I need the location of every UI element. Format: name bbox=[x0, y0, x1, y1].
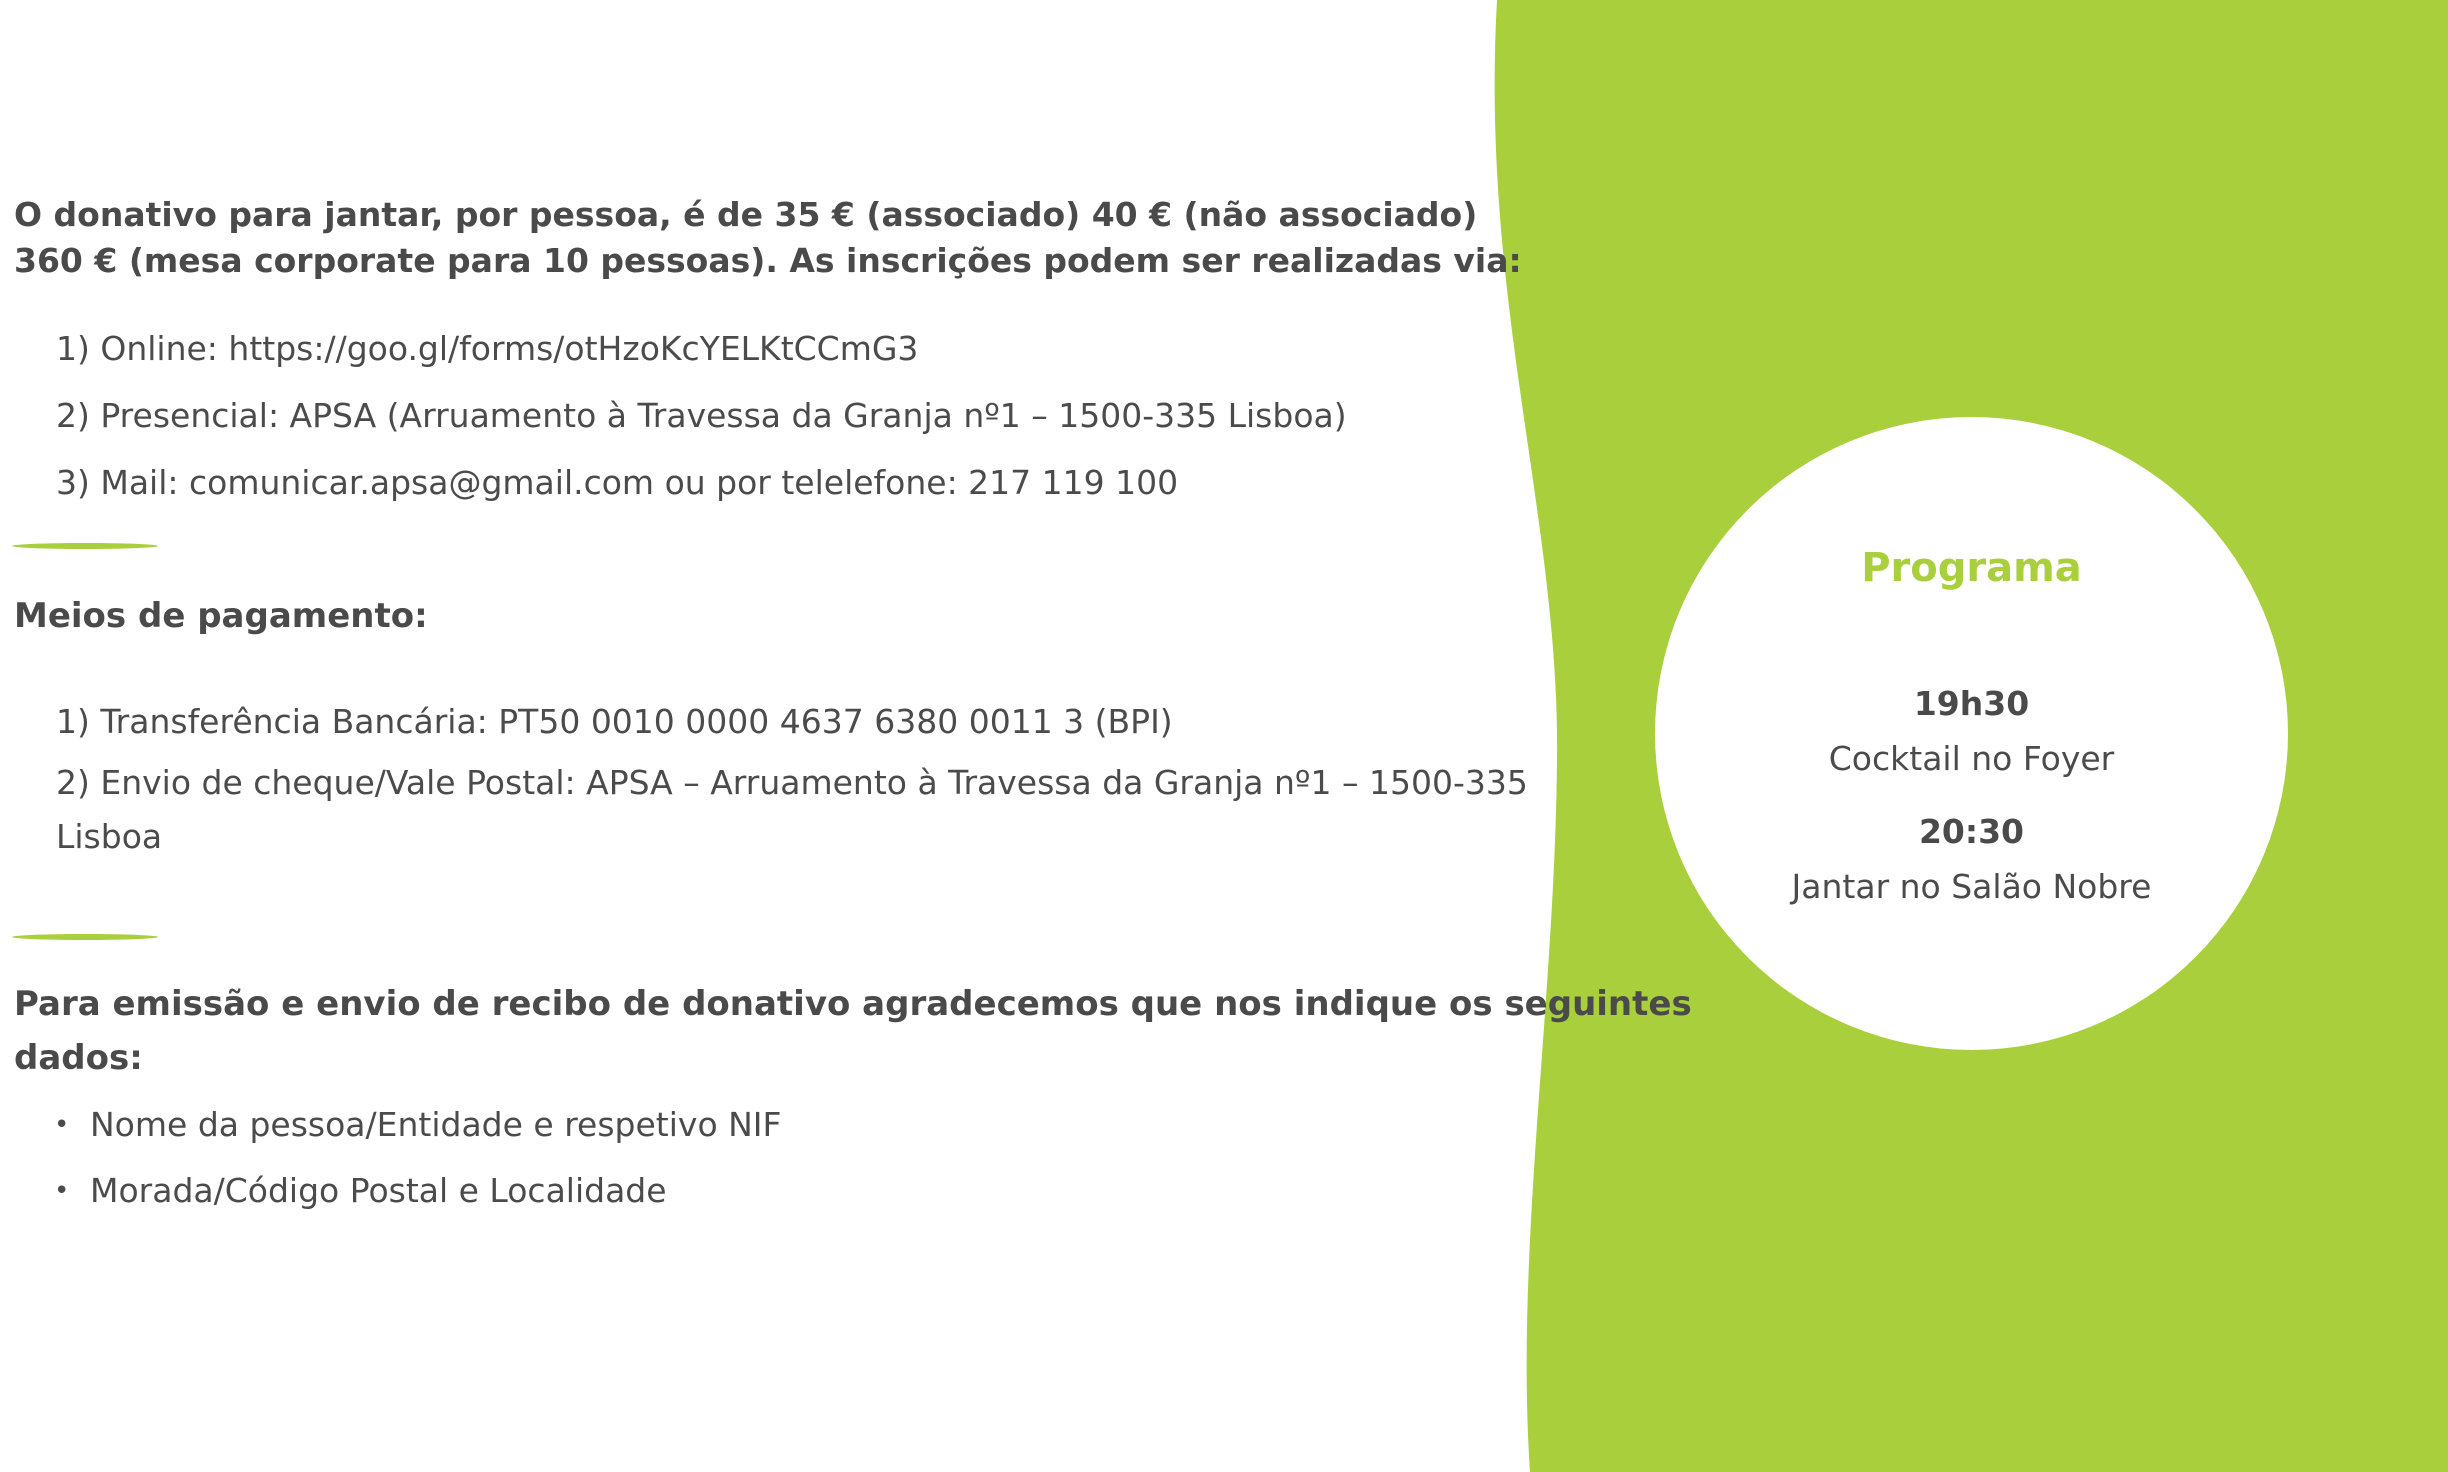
section-divider-1 bbox=[12, 543, 158, 549]
receipt-heading-line-1: Para emissão e envio de recibo de donativo agradecemos que nos indique os seguintes bbox=[14, 984, 1692, 1024]
payment-heading: Meios de pagamento: bbox=[14, 596, 428, 636]
program-circle bbox=[1655, 417, 2288, 1050]
bullet-icon: • bbox=[54, 1176, 70, 1206]
program-event-time: 19h30 bbox=[1913, 684, 2030, 723]
payment-method-cheque: 2) Envio de cheque/Vale Postal: APSA – Arruamento à Travessa da Granja nº1 – 1500-335 bbox=[56, 763, 1528, 802]
payment-method-transfer: 1) Transferência Bancária: PT50 0010 0000 4637 6380 0011 3 (BPI) bbox=[56, 702, 1173, 741]
program-event-time: 20:30 bbox=[1918, 812, 2025, 851]
registration-option-online: 1) Online: https://goo.gl/forms/otHzoKcYELKtCCmG3 bbox=[56, 329, 919, 368]
receipt-heading-line-2: dados: bbox=[14, 1038, 143, 1078]
program-event-description: Jantar no Salão Nobre bbox=[1791, 867, 2152, 906]
bullet-icon: • bbox=[54, 1110, 70, 1140]
section-divider-2 bbox=[12, 934, 158, 940]
program-event-description: Cocktail no Foyer bbox=[1828, 739, 2115, 778]
donation-intro-line-1: O donativo para jantar, por pessoa, é de 35 € (associado) 40 € (não associado) bbox=[14, 195, 1478, 234]
registration-option-mail: 3) Mail: comunicar.apsa@gmail.com ou por telelefone: 217 119 100 bbox=[56, 463, 1179, 502]
receipt-bullet-address: Morada/Código Postal e Localidade bbox=[90, 1171, 667, 1210]
program-title: Programa bbox=[1861, 545, 2082, 591]
payment-method-cheque-continued: Lisboa bbox=[56, 817, 163, 856]
registration-option-presencial: 2) Presencial: APSA (Arruamento à Travessa da Granja nº1 – 1500-335 Lisboa) bbox=[56, 396, 1347, 435]
receipt-bullet-nif: Nome da pessoa/Entidade e respetivo NIF bbox=[90, 1105, 782, 1144]
donation-intro-line-2: 360 € (mesa corporate para 10 pessoas). As inscrições podem ser realizadas via: bbox=[14, 241, 1522, 280]
